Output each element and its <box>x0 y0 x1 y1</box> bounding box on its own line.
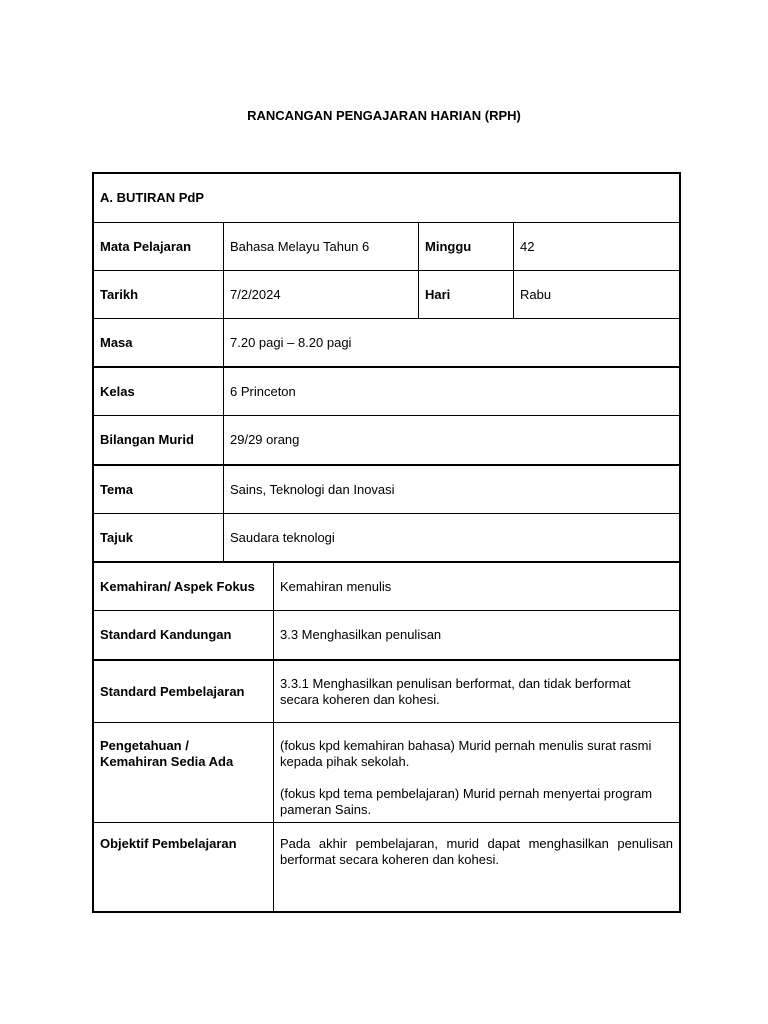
row-kelas <box>94 366 679 415</box>
row-tema <box>94 464 679 513</box>
label-tajuk: Tajuk <box>100 529 133 545</box>
label-masa: Masa <box>100 334 133 350</box>
value-tema: Sains, Teknologi dan Inovasi <box>223 466 679 513</box>
label-pengetahuan <box>94 723 273 822</box>
label-hari: Hari <box>418 271 513 318</box>
rph-details-table <box>92 172 681 913</box>
value-objektif: Pada akhir pembelajaran, murid dapat menghasilkan penulisan berformat secara koheren dan kohesi. <box>273 823 679 911</box>
row-tajuk <box>94 513 679 561</box>
value-tajuk: Saudara teknologi <box>223 514 679 561</box>
label-tema: Tema <box>100 481 133 497</box>
row-objektif <box>94 822 679 911</box>
label-bilangan-murid: Bilangan Murid <box>100 432 194 447</box>
label-standard-pembelajaran: Standard Pembelajaran <box>100 683 245 699</box>
value-minggu: 42 <box>513 223 679 270</box>
row-masa <box>94 318 679 366</box>
value-standard-pembelajaran: 3.3.1 Menghasilkan penulisan berformat, dan tidak berformat secara koheren dan kohesi. <box>273 661 679 722</box>
label-objektif: Objektif Pembelajaran <box>100 836 237 851</box>
value-pengetahuan-para2: (fokus kpd tema pembelajaran) Murid pernah menyertai program pameran Sains. <box>280 786 653 817</box>
label-kelas: Kelas <box>100 383 135 399</box>
row-kemahiran <box>94 561 679 610</box>
section-heading-row <box>94 174 679 222</box>
value-mata-pelajaran: Bahasa Melayu Tahun 6 <box>223 223 418 270</box>
value-pengetahuan-para1: (fokus kpd kemahiran bahasa) Murid pernah menulis surat rasmi kepada pihak sekolah. <box>280 738 652 769</box>
value-kemahiran: Kemahiran menulis <box>273 563 679 610</box>
value-pengetahuan <box>273 723 679 822</box>
value-standard-kandungan: 3.3 Menghasilkan penulisan <box>273 611 679 659</box>
row-tarikh <box>94 270 679 318</box>
section-heading: A. BUTIRAN PdP <box>100 190 204 205</box>
row-standard-pembelajaran <box>94 659 679 722</box>
label-minggu: Minggu <box>418 223 513 270</box>
label-standard-kandungan: Standard Kandungan <box>100 627 232 642</box>
value-kelas: 6 Princeton <box>223 368 679 415</box>
value-bilangan-murid: 29/29 orang <box>223 416 679 464</box>
row-bilangan-murid <box>94 415 679 464</box>
page-title: RANCANGAN PENGAJARAN HARIAN (RPH) <box>247 108 521 123</box>
row-mata-pelajaran <box>94 222 679 270</box>
value-hari: Rabu <box>513 271 679 318</box>
value-masa: 7.20 pagi – 8.20 pagi <box>223 319 679 366</box>
label-mata-pelajaran: Mata Pelajaran <box>100 238 192 254</box>
value-tarikh: 7/2/2024 <box>223 271 418 318</box>
label-kemahiran: Kemahiran/ Aspek Fokus <box>100 578 255 594</box>
row-pengetahuan <box>94 722 679 822</box>
row-standard-kandungan <box>94 610 679 659</box>
label-tarikh: Tarikh <box>100 286 139 302</box>
label-pengetahuan-line2: Kemahiran Sedia Ada <box>100 754 234 769</box>
label-pengetahuan-line1: Pengetahuan / <box>100 738 189 753</box>
